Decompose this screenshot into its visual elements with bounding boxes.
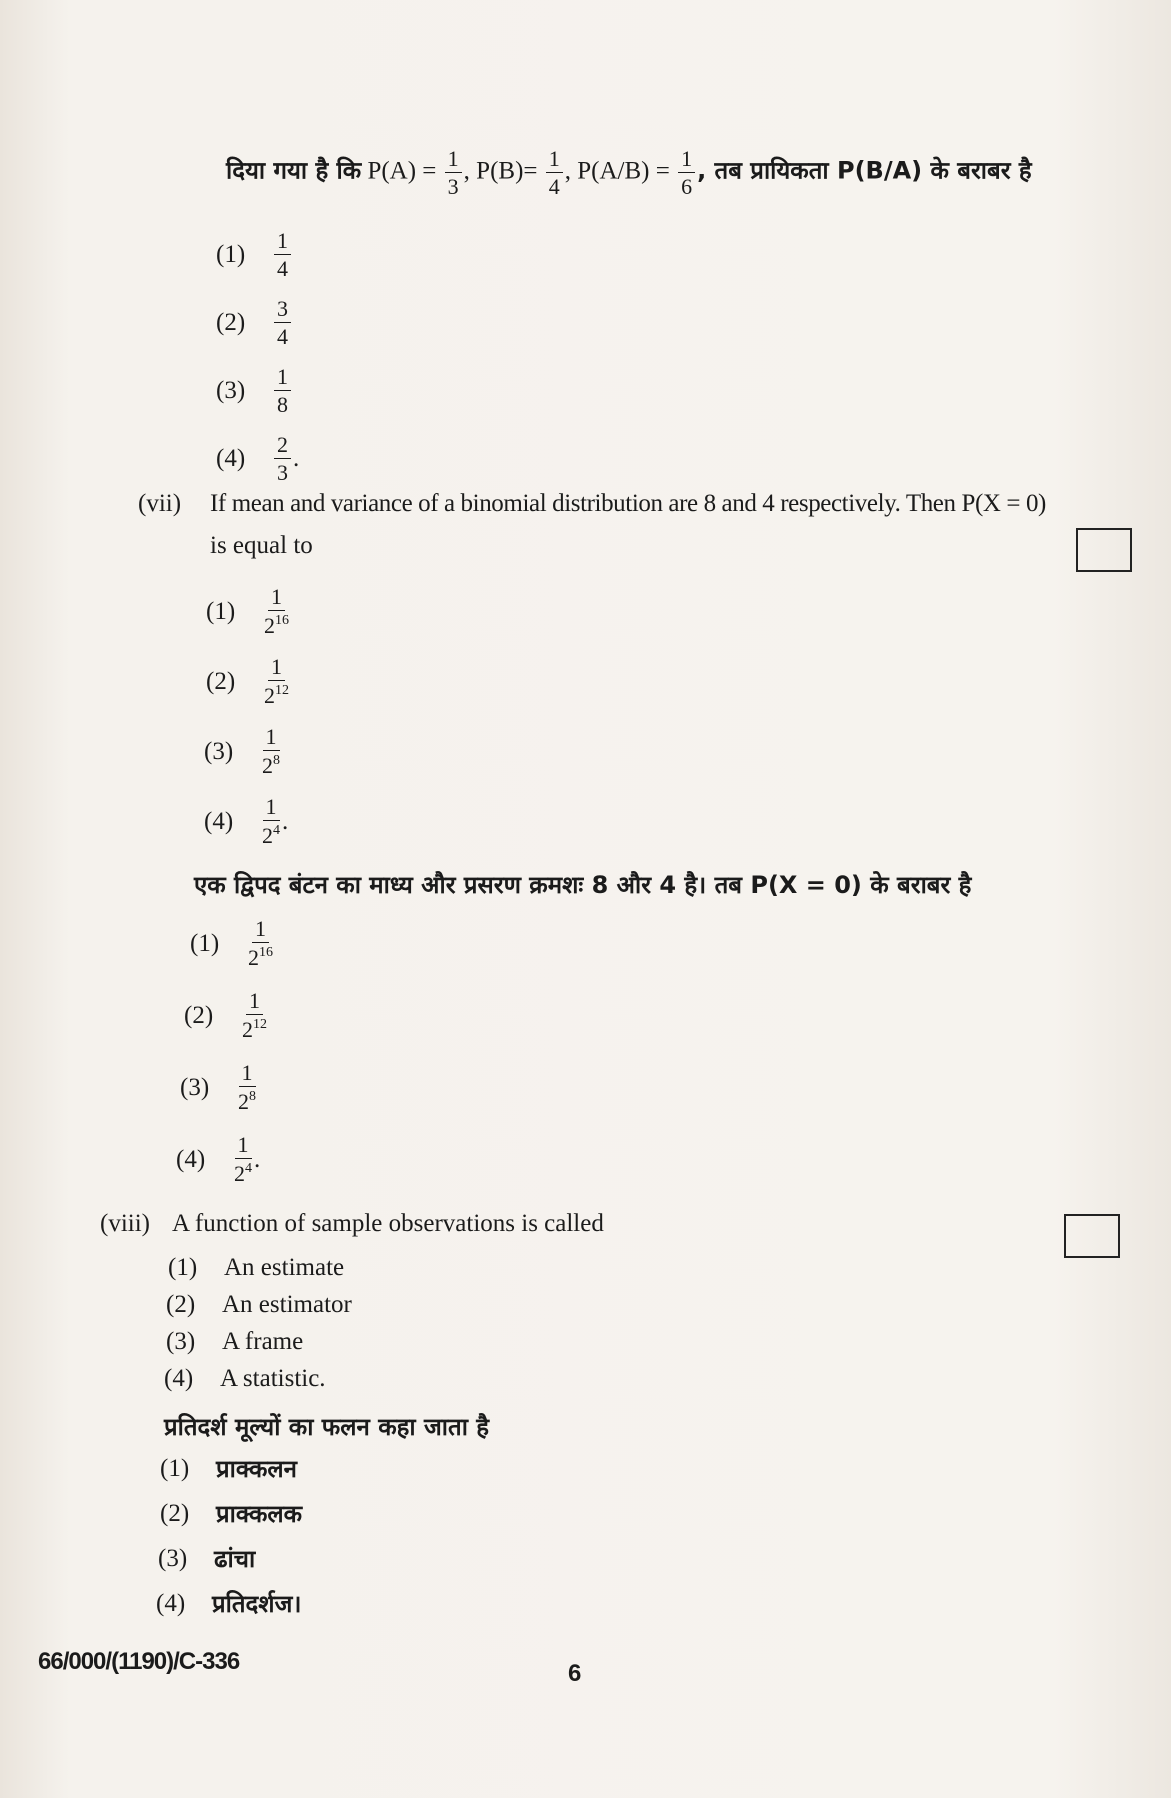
q6-option-4-fraction: $\frac{2}{3}$ bbox=[274, 434, 291, 484]
q8-hindi-option-1: (1) प्राक्कलन bbox=[160, 1454, 297, 1483]
q8-hindi-question: प्रतिदर्श मूल्यों का फलन कहा जाता है bbox=[164, 1413, 490, 1441]
q6-pa-fraction: $\frac{1}{3}$ bbox=[445, 148, 462, 198]
page-number: 6 bbox=[568, 1660, 582, 1687]
q8-option-1: (1) An estimate bbox=[168, 1254, 345, 1281]
q6-pb-fraction: $\frac{1}{4}$ bbox=[546, 148, 563, 198]
q6-option-1: (1) $\frac{1}{4}$ bbox=[216, 230, 293, 280]
q7-question-line2: is equal to bbox=[210, 532, 313, 559]
q6-suffix: , तब प्रायिकता P(B/A) के बराबर है bbox=[697, 156, 1032, 185]
q7-hindi-question: एक द्विपद बंटन का माध्य और प्रसरण क्रमशः 8 और 4 है। तब P(X = 0) के बराबर है bbox=[194, 871, 972, 899]
q7-hindi-option-2: (2) $\frac{1}{2^{12}}$ bbox=[184, 988, 267, 1042]
q8-option-4: (4) A statistic. bbox=[164, 1365, 326, 1392]
q7-option-4: (4) $\frac{1}{2^4}$ . bbox=[204, 794, 289, 848]
q8-answer-box[interactable] bbox=[1064, 1214, 1120, 1258]
q8-number: (viii) bbox=[100, 1210, 150, 1237]
q8-hindi-option-3: (3) ढांचा bbox=[158, 1544, 256, 1573]
q6-hindi-question bbox=[226, 148, 1032, 198]
q6-option-2: (2) $\frac{3}{4}$ bbox=[216, 298, 293, 348]
q7-hindi-option-1: (1) $\frac{1}{2^{16}}$ bbox=[190, 916, 273, 970]
q6-option-3-fraction: $\frac{1}{8}$ bbox=[274, 366, 291, 416]
q8-hindi-option-4: (4) प्रतिदर्शज। bbox=[156, 1589, 302, 1618]
q7-hindi-option-4: (4) $\frac{1}{2^4}$ . bbox=[176, 1132, 261, 1186]
q6-pb: , P(B)= bbox=[463, 157, 538, 185]
paper-code: 66/000/(1190)/C-336 bbox=[38, 1648, 240, 1675]
q8-question: A function of sample observations is called bbox=[172, 1210, 604, 1237]
q6-pab: , P(A/B) = bbox=[564, 157, 670, 185]
q6-option-2-fraction: $\frac{3}{4}$ bbox=[274, 298, 291, 348]
q7-option-1: (1) $\frac{1}{2^{16}}$ bbox=[206, 584, 289, 638]
q6-pa: P(A) = bbox=[367, 157, 437, 185]
q6-option-4: (4) $\frac{2}{3}$ . bbox=[216, 432, 300, 485]
q7-number: (vii) bbox=[138, 490, 182, 517]
q8-option-3: (3) A frame bbox=[166, 1328, 304, 1355]
q7-hindi-option-3: (3) $\frac{1}{2^8}$ bbox=[180, 1060, 256, 1114]
q7-question-line1: If mean and variance of a binomial distribution are 8 and 4 respectively. Then P(X = 0) bbox=[210, 490, 1046, 517]
q6-option-3: (3) $\frac{1}{8}$ bbox=[216, 366, 293, 416]
q6-prefix: दिया गया है कि bbox=[226, 156, 362, 185]
q6-pab-fraction: $\frac{1}{6}$ bbox=[678, 148, 695, 198]
q8-option-2: (2) An estimator bbox=[166, 1291, 352, 1318]
q6-option-1-fraction: $\frac{1}{4}$ bbox=[274, 230, 291, 280]
q7-answer-box[interactable] bbox=[1076, 528, 1132, 572]
q8-hindi-option-2: (2) प्राक्कलक bbox=[160, 1499, 303, 1528]
q7-option-3: (3) $\frac{1}{2^8}$ bbox=[204, 724, 280, 778]
q7-option-2: (2) $\frac{1}{2^{12}}$ bbox=[206, 654, 289, 708]
